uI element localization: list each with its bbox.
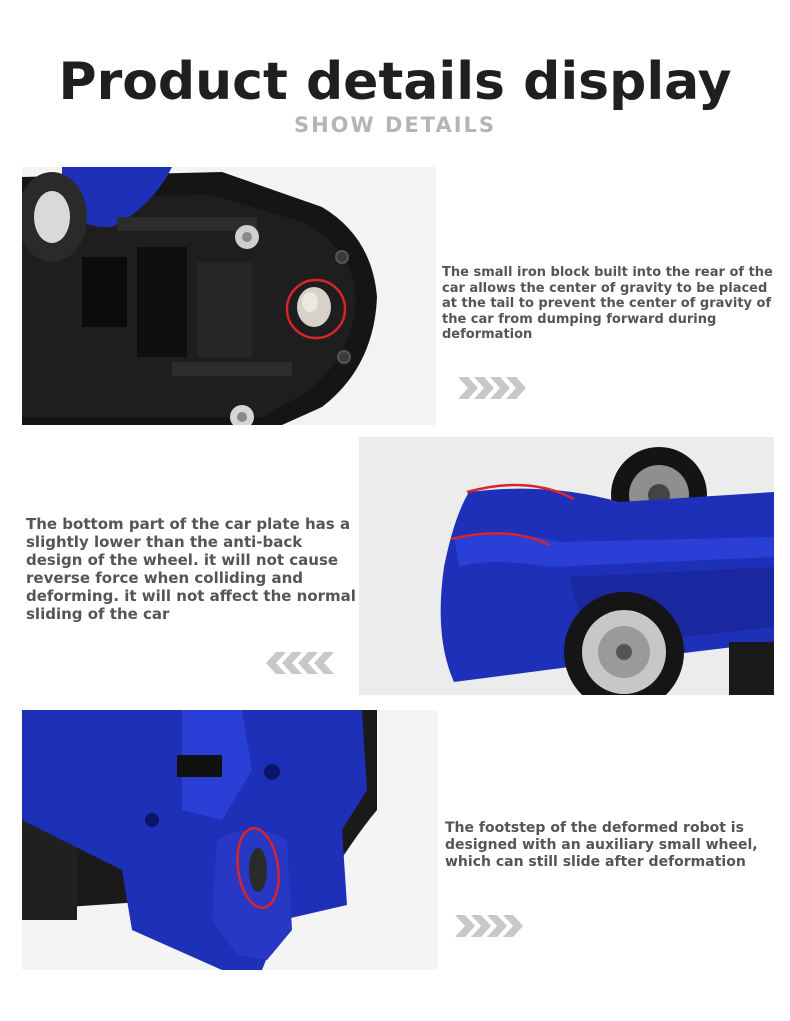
detail-description-3: The footstep of the deformed robot is designed with an auxiliary small wheel, which can still slide after deformation [445, 820, 758, 870]
product-photo-anti-back-wheel [359, 437, 774, 695]
product-photo-iron-block [22, 167, 436, 425]
page-subtitle: SHOW DETAILS [293, 113, 497, 137]
detail-description-2: The bottom part of the car plate has a slightly lower than the anti-back design of the wheel. it will not cause reverse force when colliding and deforming. it will not affect the normal sliding of the car [26, 515, 356, 623]
chevron-left-icon [264, 652, 336, 674]
product-photo-auxiliary-wheel [22, 710, 438, 970]
chevron-right-icon [458, 377, 528, 399]
chevron-right-icon [455, 915, 525, 937]
page-title: Product details display [58, 52, 732, 112]
detail-description-1: The small iron block built into the rear of the car allows the center of gravity to be placed at the tail to prevent the center of gravity of the car from dumping forward during deformation [442, 265, 773, 342]
